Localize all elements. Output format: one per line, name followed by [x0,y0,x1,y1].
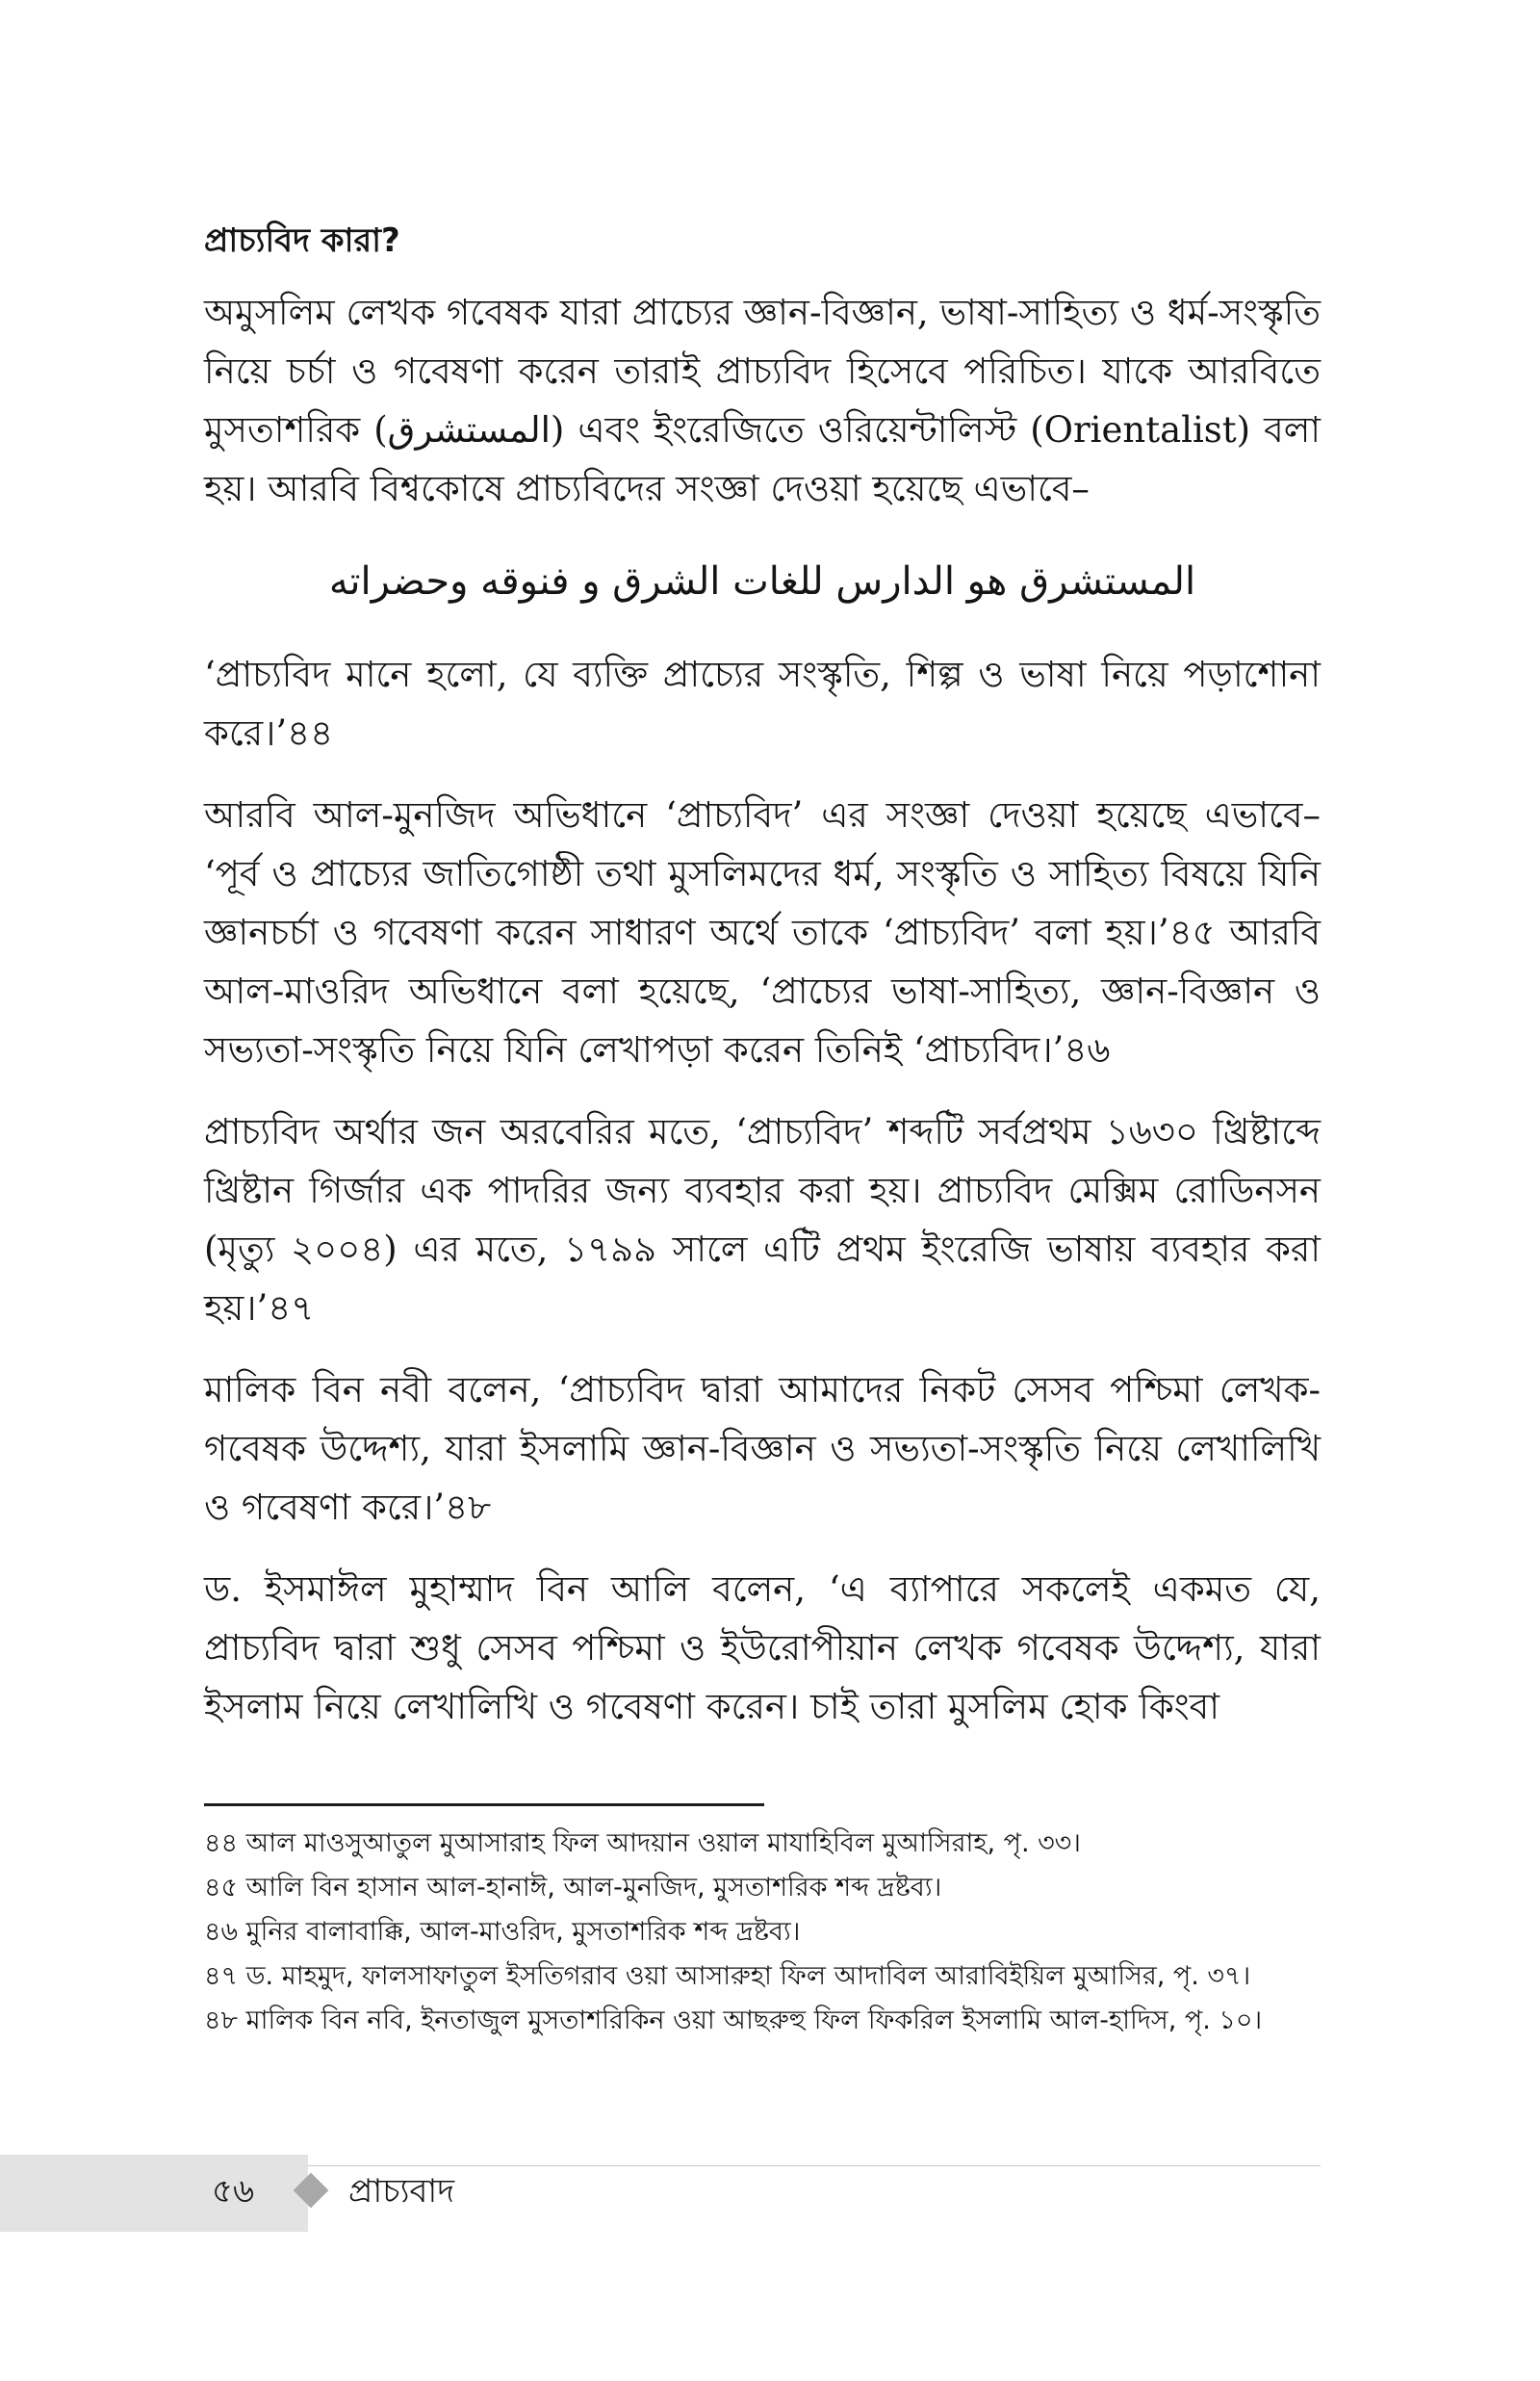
paragraph-definition: অমুসলিম লেখক গবেষক যারা প্রাচ্যের জ্ঞান-বিজ্ঞান, ভাষা-সাহিত্য ও ধর্ম-সংস্কৃতি নিয়ে চর্চা ও গবেষণা করেন তারাই প্রাচ্যবিদ হিসেবে পরিচিত। যাকে আরবিতে মুসতাশরিক (المستشرق) এবং ইংরেজিতে ওরিয়েন্টালিস্ট (Orientalist) বলা হয়। আরবি বিশ্বকোষে প্রাচ্যবিদের সংজ্ঞা দেওয়া হয়েছে এভাবে– [204,292,1322,509]
footnote-divider [204,1803,764,1806]
paragraph-ismail: ড. ইসমাঈল মুহাম্মাদ বিন আলি বলেন, ‘এ ব্যাপারে সকলেই একমত যে, প্রাচ্যবিদ দ্বারা শুধু সেসব পশ্চিমা ও ইউরোপীয়ান লেখক গবেষক উদ্দেশ্য, যারা ইসলাম নিয়ে লেখালিখি ও গবেষণা করেন। চাই তারা মুসলিম হোক কিংবা [204,1568,1321,1727]
section-heading: প্রাচ্যবিদ কারা? [204,221,400,260]
footer-tab [0,2155,308,2232]
footnote-47: ৪৭ ড. মাহমুদ, ফালসাফাতুল ইসতিগরাব ওয়া আসারুহা ফিল আদাবিল আরাবিইয়িল মুআসির, পৃ. ৩৭। [204,1961,1251,1991]
arabic-quote: المستشرق هو الدارس للغات الشرق و فنوقه وحضراته [328,559,1196,604]
paragraph-arberry: প্রাচ্যবিদ অর্থার জন অরবেরির মতে, ‘প্রাচ্যবিদ’ শব্দটি সর্বপ্রথম ১৬৩০ খ্রিষ্টাব্দে খ্রিষ্টান গির্জার এক পাদরির জন্য ব্যবহার করা হয়। প্রাচ্যবিদ মেক্সিম রোডিনসন (মৃত্যু ২০০৪) এর মতে, ১৭৯৯ সালে এটি প্রথম ইংরেজি ভাষায় ব্যবহার করা হয়।’৪৭ [204,1111,1321,1329]
paragraph-translation: ‘প্রাচ্যবিদ মানে হলো, যে ব্যক্তি প্রাচ্যের সংস্কৃতি, শিল্প ও ভাষা নিয়ে পড়াশোনা করে।’৪৪ [204,654,1321,754]
footnote-45: ৪৫ আলি বিন হাসান আল-হানাঈ, আল-মুনজিদ, মুসতাশরিক শব্দ দ্রষ্টব্য। [204,1873,942,1902]
page-number: ৫৬ [212,2172,255,2211]
footnote-46: ৪৬ মুনির বালাবাক্কি, আল-মাওরিদ, মুসতাশরিক শব্দ দ্রষ্টব্য। [204,1917,801,1947]
paragraph-munjid: আরবি আল-মুনজিদ অভিধানে ‘প্রাচ্যবিদ’ এর সংজ্ঞা দেওয়া হয়েছে এভাবে– ‘পূর্ব ও প্রাচ্যের জাতিগোষ্ঠী তথা মুসলিমদের ধর্ম, সংস্কৃতি ও সাহিত্য বিষয়ে যিনি জ্ঞানচর্চা ও গবেষণা করেন সাধারণ অর্থে তাকে ‘প্রাচ্যবিদ’ বলা হয়।’৪৫ আরবি আল-মাওরিদ অভিধানে বলা হয়েছে, ‘প্রাচ্যের ভাষা-সাহিত্য, জ্ঞান-বিজ্ঞান ও সভ্যতা-সংস্কৃতি নিয়ে যিনি লেখাপড়া করেন তিনিই ‘প্রাচ্যবিদ।’৪৬ [204,794,1321,1071]
page-body [204,220,1321,1759]
footnotes [204,1823,1321,2044]
footnote-44: ৪৪ আল মাওসুআতুল মুআসারাহ ফিল আদয়ান ওয়াল মাযাহিবিল মুআসিরাহ, পৃ. ৩৩। [204,1828,1081,1858]
running-title: প্রাচ্যবাদ [348,2172,455,2211]
footer-divider [204,2165,1321,2166]
footnote-48: ৪৮ মালিক বিন নবি, ইনতাজুল মুসতাশরিকিন ওয়া আছরুহু ফিল ফিকরিল ইসলামি আল-হাদিস, পৃ. ১০। [204,2006,1263,2035]
paragraph-malik-bin-nabi: মালিক বিন নবী বলেন, ‘প্রাচ্যবিদ দ্বারা আমাদের নিকট সেসব পশ্চিমা লেখক-গবেষক উদ্দেশ্য, যারা ইসলামি জ্ঞান-বিজ্ঞান ও সভ্যতা-সংস্কৃতি নিয়ে লেখালিখি ও গবেষণা করে।’৪৮ [204,1369,1321,1528]
